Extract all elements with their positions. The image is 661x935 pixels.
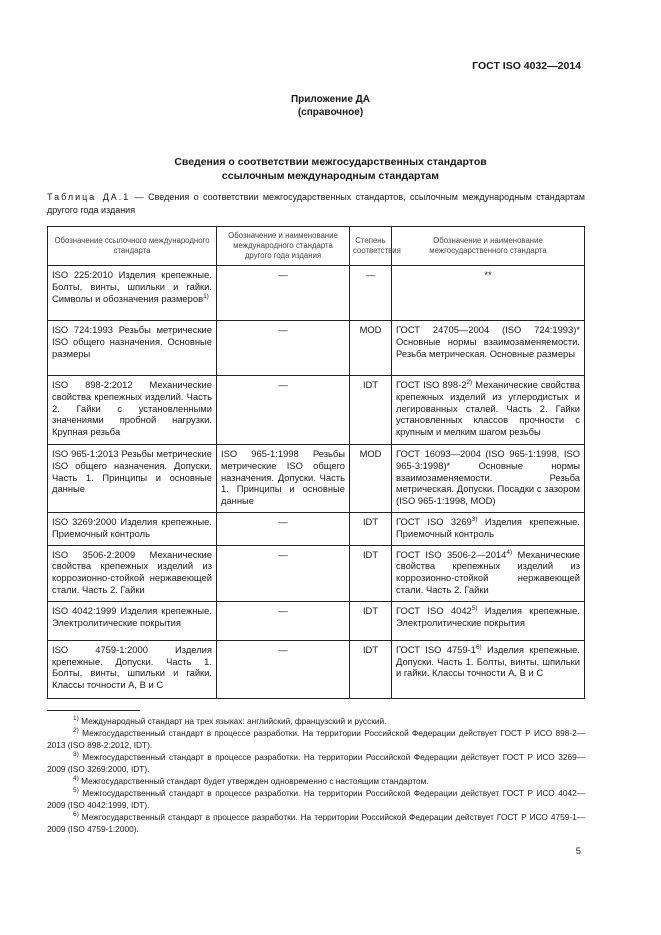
cell-degree: — [350,266,392,321]
footnote-divider [47,710,140,711]
cell-reference-standard: ISO 724:1993 Резьбы метрические ISO общего назначения. Основные размеры [48,321,217,376]
footnote-ref: 5) [471,604,478,612]
page-number: 5 [575,846,581,857]
appendix-subtitle: (справочное) [297,107,364,118]
standards-table [47,226,585,699]
cell-reference-standard: ISO 898-2:2012 Механические свойства крепежных изделий. Часть 2. Гайки с установленными значениями пробной нагрузки. Крупная резьба [48,376,217,445]
table-caption-text: — Сведения о соответствии межгосударственных стандартов, ссылочным международным стандартам другого года издания [47,192,585,215]
cell-degree: IDT [350,601,392,640]
cell-interstate-standard: ГОСТ ISO 3506-2—2014$^{4)}$ Механические свойства крепежных изделий из коррозионно-стойкой нержавеющей стали. Часть 2. Гайки [392,545,585,601]
cell-interstate-standard: ГОСТ ISO 4042$^{5)}$ Изделия крепежные. Электролитические покрытия [392,601,585,640]
cell-other-edition: — [217,321,350,376]
section-title-line-1: Сведения о соответствии межгосударственных стандартов [174,156,487,168]
table-row [48,640,585,698]
footnote-ref: 1) [203,292,209,300]
table-row [48,512,585,545]
column-header-reference-standard: Обозначение ссылочного международного стандарта [48,227,217,266]
footnote: $^{2)}$ Межгосударственный стандарт в процессе разработки. На территории Российской Федерации действует ГОСТ Р ИСО 898-2—2013 (ISO 898-2:2012, IDT). [47,727,585,750]
column-header-interstate-standard: Обозначение и наименование межгосударственного стандарта [392,227,585,266]
cell-degree: IDT [350,545,392,601]
document-header: ГОСТ ISO 4032—2014 [472,60,581,72]
cell-degree: MOD [350,445,392,513]
footnote: $^{6)}$ Межгосударственный стандарт в процессе разработки. На территории Российской Федерации действует ГОСТ Р ИСО 4759-1—2009 (ISO 4759-1:2000). [47,811,585,834]
table-row [48,601,585,640]
column-header-other-edition: Обозначение и наименование международного стандарта другого года издания [217,227,350,266]
footnote: $^{4)}$ Межгосударственный стандарт будет утвержден одновременно с настоящим стандартом. [73,775,429,786]
cell-interstate-standard: ГОСТ ISO 898-2$^{2)}$ Механические свойства крепежных изделий из углеродистых и легированных сталей. Часть 2. Гайки установленных классов прочности с крупным и мелким шагом резьбы [392,376,585,445]
footnotes [47,715,585,835]
cell-reference-standard: ISO 4042:1999 Изделия крепежные. Электролитические покрытия [48,601,217,640]
cell-interstate-standard: ГОСТ ISO 3269$^{3)}$ Изделия крепежные. Приемочный контроль [392,512,585,545]
cell-interstate-standard: ГОСТ 24705—2004 (ISO 724:1993)* Основные нормы взаимозаменяемости. Резьба метрическая. Основные размеры [392,321,585,376]
footnote-ref: 6) [475,643,482,651]
cell-reference-standard: ISO 225:2010 Изделия крепежные. Болты, винты, шпильки и гайки. Символы и обозначения размеров$^{1)}$ [48,266,217,321]
table-row [48,545,585,601]
cell-other-edition: — [217,545,350,601]
footnote: $^{3)}$ Межгосударственный стандарт в процессе разработки. На территории Российской Федерации действует ГОСТ Р ИСО 3269—2009 (ISO 3269:2000, IDT). [47,751,585,774]
table-row [48,445,585,513]
table-caption [47,191,585,217]
table-row [48,376,585,445]
section-title-line-2: ссылочным международным стандартам [221,170,440,182]
cell-other-edition: — [217,266,350,321]
table-row [48,321,585,376]
footnote-ref: 4) [506,548,513,556]
cell-degree: MOD [350,321,392,376]
cell-interstate-standard: ГОСТ ISO 4759-1$^{6)}$ Изделия крепежные. Допуски. Часть 1. Болты, винты, шпильки и гайки. Классы точности A, B и C [392,640,585,698]
cell-reference-standard: ISO 3269:2000 Изделия крепежные. Приемочный контроль [48,512,217,545]
cell-other-edition: ISO 965-1:1998 Резьбы метрические ISO общего назначения. Допуски. Часть 1. Принципы и основные данные [217,445,350,513]
footnote: $^{1)}$ Международный стандарт на трех языках: английский, французский и русский. [73,715,387,726]
column-header-degree: Степень соответствия [350,227,392,266]
footnote-ref: 2) [466,378,473,386]
table-row [48,266,585,321]
cell-other-edition: — [217,376,350,445]
appendix-heading [0,93,661,119]
cell-other-edition: — [217,601,350,640]
cell-other-edition: — [217,512,350,545]
cell-reference-standard: ISO 4759-1:2000 Изделия крепежные. Допуски. Часть 1. Болты, винты, шпильки и гайки. Классы точности A, B и C [48,640,217,698]
cell-reference-standard: ISO 3506-2:2009 Механические свойства крепежных изделий из коррозионно-стойкой нержавеющей стали. Часть 2. Гайки [48,545,217,601]
cell-degree: IDT [350,512,392,545]
table-header-row [48,227,585,266]
cell-degree: IDT [350,376,392,445]
cell-reference-standard: ISO 965-1:2013 Резьбы метрические ISO общего назначения. Допуски. Часть 1. Принципы и основные данные [48,445,217,513]
footnote-ref: 3) [471,515,478,523]
table-caption-label: Таблица ДА.1 [47,192,131,202]
cell-degree: IDT [350,640,392,698]
footnote: $^{5)}$ Межгосударственный стандарт в процессе разработки. На территории Российской Федерации действует ГОСТ Р ИСО 4042—2009 (ISO 4042:1999, IDT). [47,787,585,810]
cell-interstate-standard: ГОСТ 16093—2004 (ISO 965-1:1998, ISO 965-3:1998)* Основные нормы взаимозаменяемости. Резьба метрическая. Допуски. Посадки с зазором (ISO 965-1:1998, MOD) [392,445,585,513]
appendix-title: Приложение ДА [290,94,371,105]
cell-other-edition: — [217,640,350,698]
cell-interstate-standard: ** [392,266,585,321]
section-title [0,155,661,183]
